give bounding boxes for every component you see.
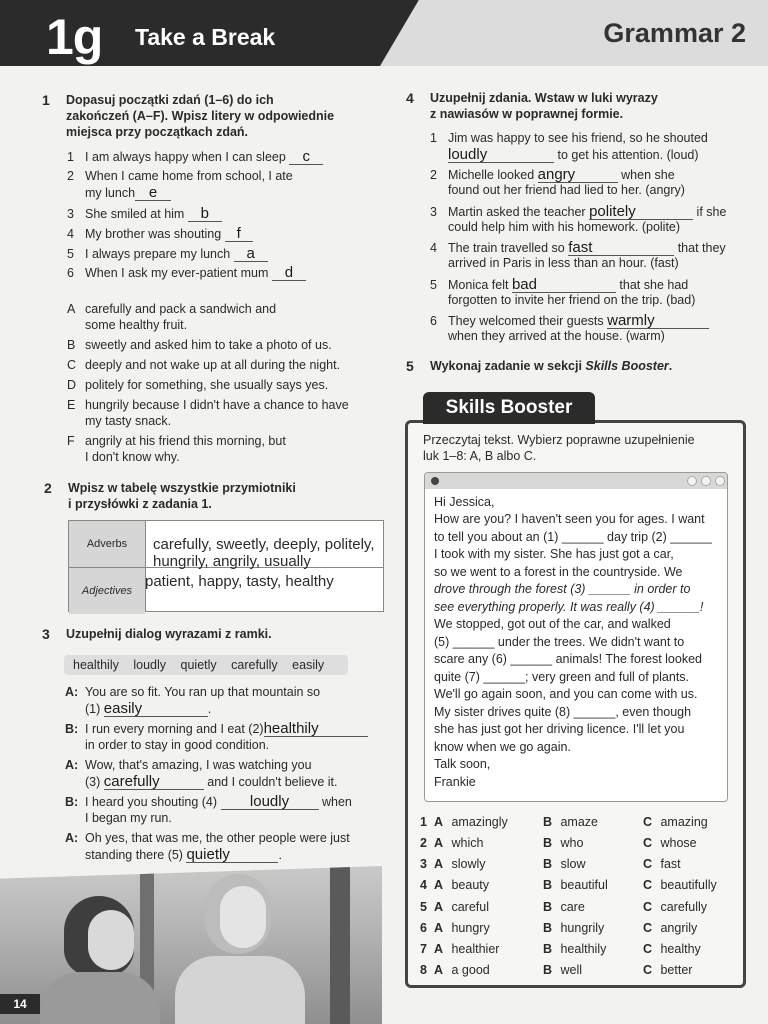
letter-line-6: drove through the forest (3) ______ in order to xyxy=(434,582,691,596)
ex1-ending-f-cont: I don't know why. xyxy=(85,450,180,464)
ex3-answer-4[interactable]: loudly xyxy=(221,793,319,810)
exercise-4-number: 4 xyxy=(406,90,414,106)
option-7b[interactable]: B healthily xyxy=(543,942,607,956)
option-8b[interactable]: B well xyxy=(543,963,583,977)
ex1-answer-1[interactable]: c xyxy=(289,148,323,165)
ex1-item-1: 1 I am always happy when I can sleep c xyxy=(67,148,323,165)
ex3-answer-5[interactable]: quietly xyxy=(186,846,278,863)
ex1-ending-a: A carefully and pack a sandwich and xyxy=(67,302,277,316)
exercise-5-number: 5 xyxy=(406,358,414,374)
word-quietly: quietly xyxy=(180,658,217,672)
ex1-answer-4[interactable]: f xyxy=(225,225,253,242)
ex1-item-2-cont: my lunch e xyxy=(85,184,171,201)
letter-line-11: quite (7) ______; very green and full of plants. xyxy=(434,670,690,684)
dialog-line-9: A: Oh yes, that was me, the other people were just xyxy=(65,831,350,845)
skills-booster-instruction: Przeczytaj tekst. Wybierz poprawne uzupełnienie luk 1–8: A, B albo C. xyxy=(423,433,695,463)
ex1-item-2: 2 When I came home from school, I ate xyxy=(67,169,293,183)
ex4-item-2-cont: found out her friend had lied to her. (angry) xyxy=(448,183,685,197)
ex1-answer-6[interactable]: d xyxy=(272,264,306,281)
word-box xyxy=(64,655,348,675)
exercise-2-number: 2 xyxy=(44,480,52,496)
letter-line-3: to tell you about an (1) ______ day trip (2) ______ xyxy=(434,530,712,544)
ex4-item-6-cont: when they arrived at the house. (warm) xyxy=(448,329,665,343)
letter-line-15: know when we go again. xyxy=(434,740,571,754)
letter-line-9: (5) ______ under the trees. We didn't want to xyxy=(434,635,685,649)
ex4-answer-1[interactable]: loudly xyxy=(448,146,554,163)
option-6b[interactable]: B hungrily xyxy=(543,921,605,935)
option-3c[interactable]: C fast xyxy=(643,857,681,871)
letter-line-13: My sister drives quite (8) ______, even though xyxy=(434,705,692,719)
ex4-item-1-cont: loudly to get his attention. (loud) xyxy=(448,146,699,163)
exercise-2-instruction: Wpisz w tabelę wszystkie przymiotniki i przysłówki z zadania 1. xyxy=(68,481,296,511)
option-6c[interactable]: C angrily xyxy=(643,921,698,935)
ex1-ending-e: E hungrily because I didn't have a chance to have xyxy=(67,398,349,412)
ex1-ending-b: B sweetly and asked him to take a photo of us. xyxy=(67,338,332,352)
letter-line-14: she has just got her driving licence. I'll let you xyxy=(434,722,685,736)
skills-booster-tab: Skills Booster xyxy=(423,392,595,424)
option-3b[interactable]: B slow xyxy=(543,857,586,871)
ex4-item-3: 3 Martin asked the teacher politely if she xyxy=(430,203,727,220)
dialog-line-6: (3) carefully and I couldn't believe it. xyxy=(85,773,338,790)
exercise-5-instruction: Wykonaj zadanie w sekcji Skills Booster. xyxy=(430,359,673,373)
option-1c[interactable]: C amazing xyxy=(643,815,708,829)
dialog-line-7: B: I heard you shouting (4) loudly when xyxy=(65,793,352,810)
runners-photo xyxy=(0,866,382,1024)
table-adverbs-value[interactable]: carefully, sweetly, deeply, politely, hungrily, angrily, usually xyxy=(153,536,375,570)
ex4-item-5: 5 Monica felt bad that she had xyxy=(430,276,689,293)
unit-title: Take a Break xyxy=(135,24,276,50)
option-4c[interactable]: C beautifully xyxy=(643,878,717,892)
ex1-item-6: 6 When I ask my ever-patient mum d xyxy=(67,264,306,281)
ex4-item-5-cont: forgotten to invite her friend on the trip. (bad) xyxy=(448,293,696,307)
option-row-7: 7 A healthier xyxy=(420,942,500,956)
ex4-item-4-cont: arrived in Paris in less than an hour. (fast) xyxy=(448,256,679,270)
ex1-answer-5[interactable]: a xyxy=(234,245,268,262)
option-8c[interactable]: C better xyxy=(643,963,693,977)
option-row-5: 5 A careful xyxy=(420,900,490,914)
option-row-3: 3 A slowly xyxy=(420,857,486,871)
letter-line-4: I took with my sister. She has just got a car, xyxy=(434,547,674,561)
option-row-2: 2 A which xyxy=(420,836,484,850)
ex1-ending-c: C deeply and not wake up at all during the night. xyxy=(67,358,341,372)
option-row-1: 1 A amazingly xyxy=(420,815,508,829)
ex4-answer-6[interactable]: warmly xyxy=(607,312,709,329)
option-5b[interactable]: B care xyxy=(543,900,585,914)
option-row-8: 8 A a good xyxy=(420,963,490,977)
unit-number: 1g xyxy=(46,9,103,65)
ex3-answer-3[interactable]: carefully xyxy=(104,773,204,790)
word-healthily: healthily xyxy=(73,658,119,672)
window-dot-icon xyxy=(431,477,439,485)
ex1-item-4: 4 My brother was shouting f xyxy=(67,225,253,242)
ex1-answer-3[interactable]: b xyxy=(188,205,222,222)
exercise-4-instruction: Uzupełnij zdania. Wstaw w luki wyrazy z nawiasów w poprawnej formie. xyxy=(430,91,658,121)
ex4-item-1: 1 Jim was happy to see his friend, so he shouted xyxy=(430,131,708,145)
letter-line-8: We stopped, got out of the car, and walked xyxy=(434,617,671,631)
option-4b[interactable]: B beautiful xyxy=(543,878,608,892)
ex1-ending-d: D politely for something, she usually says yes. xyxy=(67,378,329,392)
option-5c[interactable]: C carefully xyxy=(643,900,708,914)
ex4-item-6: 6 They welcomed their guests warmly xyxy=(430,312,709,329)
dialog-line-5: A: Wow, that's amazing, I was watching you xyxy=(65,758,312,772)
option-1b[interactable]: B amaze xyxy=(543,815,599,829)
exercise-3-number: 3 xyxy=(42,626,50,642)
letter-line-12: We'll go again soon, and you can come with us. xyxy=(434,687,698,701)
ex1-item-3: 3 She smiled at him b xyxy=(67,205,222,222)
ex4-answer-2[interactable]: angry xyxy=(538,166,618,183)
dialog-line-4: in order to stay in good condition. xyxy=(85,738,270,752)
table-label-adverbs: Adverbs xyxy=(69,521,145,567)
ex1-ending-a-cont: some healthy fruit. xyxy=(85,318,188,332)
dialog-line-3: B: I run every morning and I eat (2)healthily xyxy=(65,720,368,737)
close-icon xyxy=(715,476,725,486)
option-row-6: 6 A hungry xyxy=(420,921,490,935)
option-7c[interactable]: C healthy xyxy=(643,942,701,956)
ex4-answer-3[interactable]: politely xyxy=(589,203,693,220)
dialog-line-8: I began my run. xyxy=(85,811,172,825)
word-easily: easily xyxy=(292,658,325,672)
maximize-icon xyxy=(701,476,711,486)
ex1-item-5: 5 I always prepare my lunch a xyxy=(67,245,268,262)
table-adjectives-value[interactable]: patient, happy, tasty, healthy xyxy=(145,573,334,590)
ex4-item-4: 4 The train travelled so fast that they xyxy=(430,239,726,256)
adverbs-adjectives-table xyxy=(68,520,384,612)
ex4-item-2: 2 Michelle looked angry when she xyxy=(430,166,675,183)
option-2c[interactable]: C whose xyxy=(643,836,697,850)
dialog-line-1: A: You are so fit. You ran up that mountain so xyxy=(65,685,321,699)
page-number: 14 xyxy=(0,994,40,1014)
exercise-1-number: 1 xyxy=(42,92,50,108)
dialog-line-2: (1) easily . xyxy=(85,700,212,717)
section-title: Grammar 2 xyxy=(603,18,746,48)
letter-line-16: Talk soon, xyxy=(434,757,491,771)
ex3-answer-1[interactable]: easily xyxy=(104,700,208,717)
dialog-line-10: standing there (5) quietly . xyxy=(85,846,282,863)
ex1-ending-e-cont: my tasty snack. xyxy=(85,414,172,428)
letter-line-7: see everything properly. It was really (4) ______! xyxy=(434,600,704,614)
word-carefully: carefully xyxy=(231,658,278,672)
table-label-adjectives: Adjectives xyxy=(69,568,145,614)
ex4-item-3-cont: could help him with his homework. (polite) xyxy=(448,220,681,234)
ex1-ending-f: F angrily at his friend this morning, but xyxy=(67,434,286,448)
exercise-3-instruction: Uzupełnij dialog wyrazami z ramki. xyxy=(66,627,272,641)
letter-line-1: Hi Jessica, xyxy=(434,495,495,509)
ex4-answer-4[interactable]: fast xyxy=(568,239,674,256)
option-2b[interactable]: B who xyxy=(543,836,584,850)
option-row-4: 4 A beauty xyxy=(420,878,490,892)
ex4-answer-5[interactable]: bad xyxy=(512,276,616,293)
letter-line-10: scare any (6) ______ animals! The forest looked xyxy=(434,652,702,666)
ex3-answer-2[interactable]: healthily xyxy=(264,720,368,737)
letter-line-5: so we went to a forest in the countryside. We xyxy=(434,565,683,579)
letter-line-2: How are you? I haven't seen you for ages. I want xyxy=(434,512,705,526)
ex1-answer-2[interactable]: e xyxy=(135,184,171,201)
letter-line-17: Frankie xyxy=(434,775,476,789)
exercise-1-instruction: Dopasuj początki zdań (1–6) do ich zakończeń (A–F). Wpisz litery w odpowiednie miejsca przy początkach zdań. xyxy=(66,93,335,139)
minimize-icon xyxy=(687,476,697,486)
email-window-bar xyxy=(425,473,727,489)
word-loudly: loudly xyxy=(133,658,167,672)
